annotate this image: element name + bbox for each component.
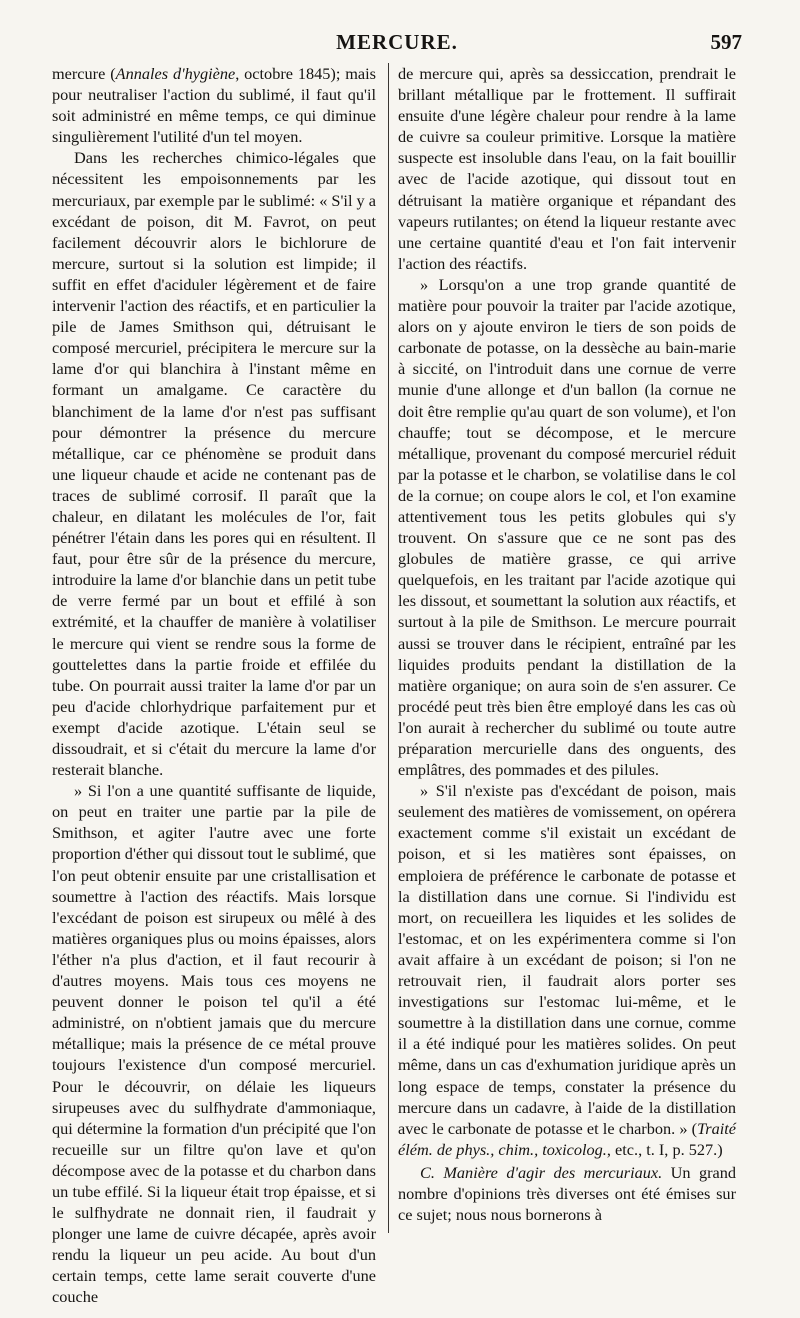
text-span: mercure ( (52, 64, 116, 83)
citation-title: Annales d'hygiène (115, 64, 236, 83)
citation-title: Traité élém. de phys., chim., toxicolog. (398, 1118, 736, 1159)
paragraph: » Lorsqu'on a une trop grande quantité de matière pour pouvoir la traiter par l'acide azotique, alors on y ajoute environ le tiers de son poids de carbonate de potasse, on la dessèche au bain-marie à siccité, on l'introduit dans une cornue de verre munie d'une allonge et d'un ballon (la cornue ne doit être remplie qu'au quart de son volume), et l'on chauffe; tout se décompose, et le mercure métallique, provenant du composé mercuriel réduit par la potasse et le charbon, se volatilise dans le col de la cornue; on coupe alors le col, et l'on examine attentivement tous les petits globules qui s'y trouvent. On s'assure que ce ne sont pas des globules de matière grasse, ce qui arrive quelquefois, en les traitant par l'acide azotique qui les dissout, et soumettant la solution aux réactifs, et surtout à la pile de Smithson. Le mercure pourrait aussi se trouver dans le récipient, entraîné par les liquides produits pendant la distillation de la matière organique; on aura soin de s'en assurer. Ce procédé peut très bien être employé dans les cas où l'on aurait à rechercher du sublimé ou toute autre préparation mercurielle dans des onguents, des emplâtres, des pommades et des pilules. (398, 274, 736, 780)
text-span: , octobre 1845); mais pour neutraliser l'action du sublimé, il faut qu'il soit administré en même temps, ce qui diminue singulièrement l'utilité d'un tel moyen. (52, 64, 376, 147)
text-span: Un grand nombre d'opinions très diverses ont été émises sur ce sujet; nous nous bornerons à (398, 1162, 737, 1225)
paragraph: » Si l'on a une quantité suffisante de liquide, on peut en traiter une partie par la pile de Smithson, et agiter l'autre avec une forte proportion d'éther qui dissout tout le sublimé, que l'on peut obtenir ensuite par une cristallisation et soumettre à l'action des réactifs. Mais lorsque l'excédant de poison est sirupeux ou mêlé à des matières organiques plus ou moins épaisses, alors l'éther n'a plus d'action, et il faut recourir à d'autres moyens. Mais tous ces moyens ne peuvent donner le poison tel qu'il a été administré, on n'obtient jamais que du mercure métallique; mais la présence de ce métal prouve toujours l'existence d'un composé mercuriel. Pour le découvrir, on délaie les liqueurs sirupeuses avec du sulfhydrate d'ammoniaque, qui détermine la formation d'un précipité que l'on recueille sur un filtre qu'on lave et qu'on décompose avec de la potasse et du charbon dans un tube effilé. Si la liqueur était trop épaisse, et si le sulfhydrate ne donnait rien, il faudrait y plonger une lame de cuivre décapée, après avoir rendu la liqueur un peu acide. Au bout d'un certain temps, cette lame serait couverte d'une couche (52, 781, 376, 1307)
paragraph: Dans les recherches chimico-légales que nécessitent les empoisonnements par les mercuriaux, par exemple par le sublimé: « S'il y a excédant de poison, dit M. Favrot, on peut facilement découvrir alors le bichlorure de mercure, surtout si la solution est limpide; il suffit en effet d'aciduler légèrement et de faire intervenir l'action des réactifs, et en particulier la pile de James Smithson qui, détruisant le composé mercuriel, précipitera le mercure sur la lame d'or qui blanchira à l'instant même en formant un amalgame. Ce caractère du blanchiment de la lame d'or n'est pas suffisant pour démontrer la présence du mercure métallique, car ce phénomène se produit dans une liqueur chaude et acide ne contenant pas de traces de sublimé corrosif. Il paraît que la chaleur, en dilatant les molécules de l'or, fait pénétrer l'étain dans les pores qui en résultent. Il faut, pour être sûr de la présence du mercure, introduire la lame d'or blanchie dans un petit tube de verre fermé par un bout et effilé à son extrémité, et la chauffer de manière à volatiliser le mercure qui vient se rendre sous la forme de gouttelettes dans la partie froide et effilée du tube. On pourrait aussi traiter la lame d'or par un peu d'acide chlorhydrique parfaitement pur et exempt d'acide azotique. L'étain seul se dissoudrait, et si c'était du mercure la lame d'or resterait blanche. (52, 148, 376, 780)
paragraph (398, 780, 736, 1160)
running-head (52, 30, 742, 60)
page-title: MERCURE. (336, 30, 458, 54)
paragraph (398, 1162, 736, 1225)
paragraph: de mercure qui, après sa dessiccation, prendrait le brillant métallique par le frottement. Il suffirait ensuite d'une légère chaleur pour rendre à la lame de cuivre sa couleur primitive. Lorsque la matière suspecte est insoluble dans l'eau, on la fait bouillir avec de l'acide azotique, qui dissout tout en détruisant la matière organique et répandant des vapeurs rutilantes; on étend la liqueur restante avec une certaine quantité d'eau et l'on fait intervenir l'action des réactifs. (398, 64, 736, 273)
page-number: 597 (710, 30, 742, 54)
paragraph (52, 63, 376, 147)
text-span: , etc., t. I, p. 527.) (606, 1139, 723, 1159)
section-heading: C. Manière d'agir des mercuriaux. (420, 1162, 663, 1182)
right-column (398, 63, 736, 1225)
left-column (52, 63, 376, 1308)
text-span: » S'il n'existe pas d'excédant de poison, mais seulement des matières de vomissement, on opérera exactement comme s'il existait un excédant de poison, et si les matières sont épaisses, on emploiera de préférence le carbonate de potasse et la distillation dans une cornue. Si l'individu est mort, on recueillera les liquides et les solides de l'estomac, et on les expérimentera comme si l'on avait affaire à un excédant de poison; si l'on ne retrouvait rien, il faudrait alors porter ses investigations sur l'estomac lui-même, et le soumettre à la distillation dans une cornue, comme il a été indiqué pour les matières solides. On peut même, dans un cas d'exhumation juridique après un long espace de temps, constater la présence du mercure dans un cadavre, à l'aide de la distillation avec le carbonate de potasse et le charbon. » ( (398, 781, 736, 1138)
column-divider (388, 63, 389, 1233)
